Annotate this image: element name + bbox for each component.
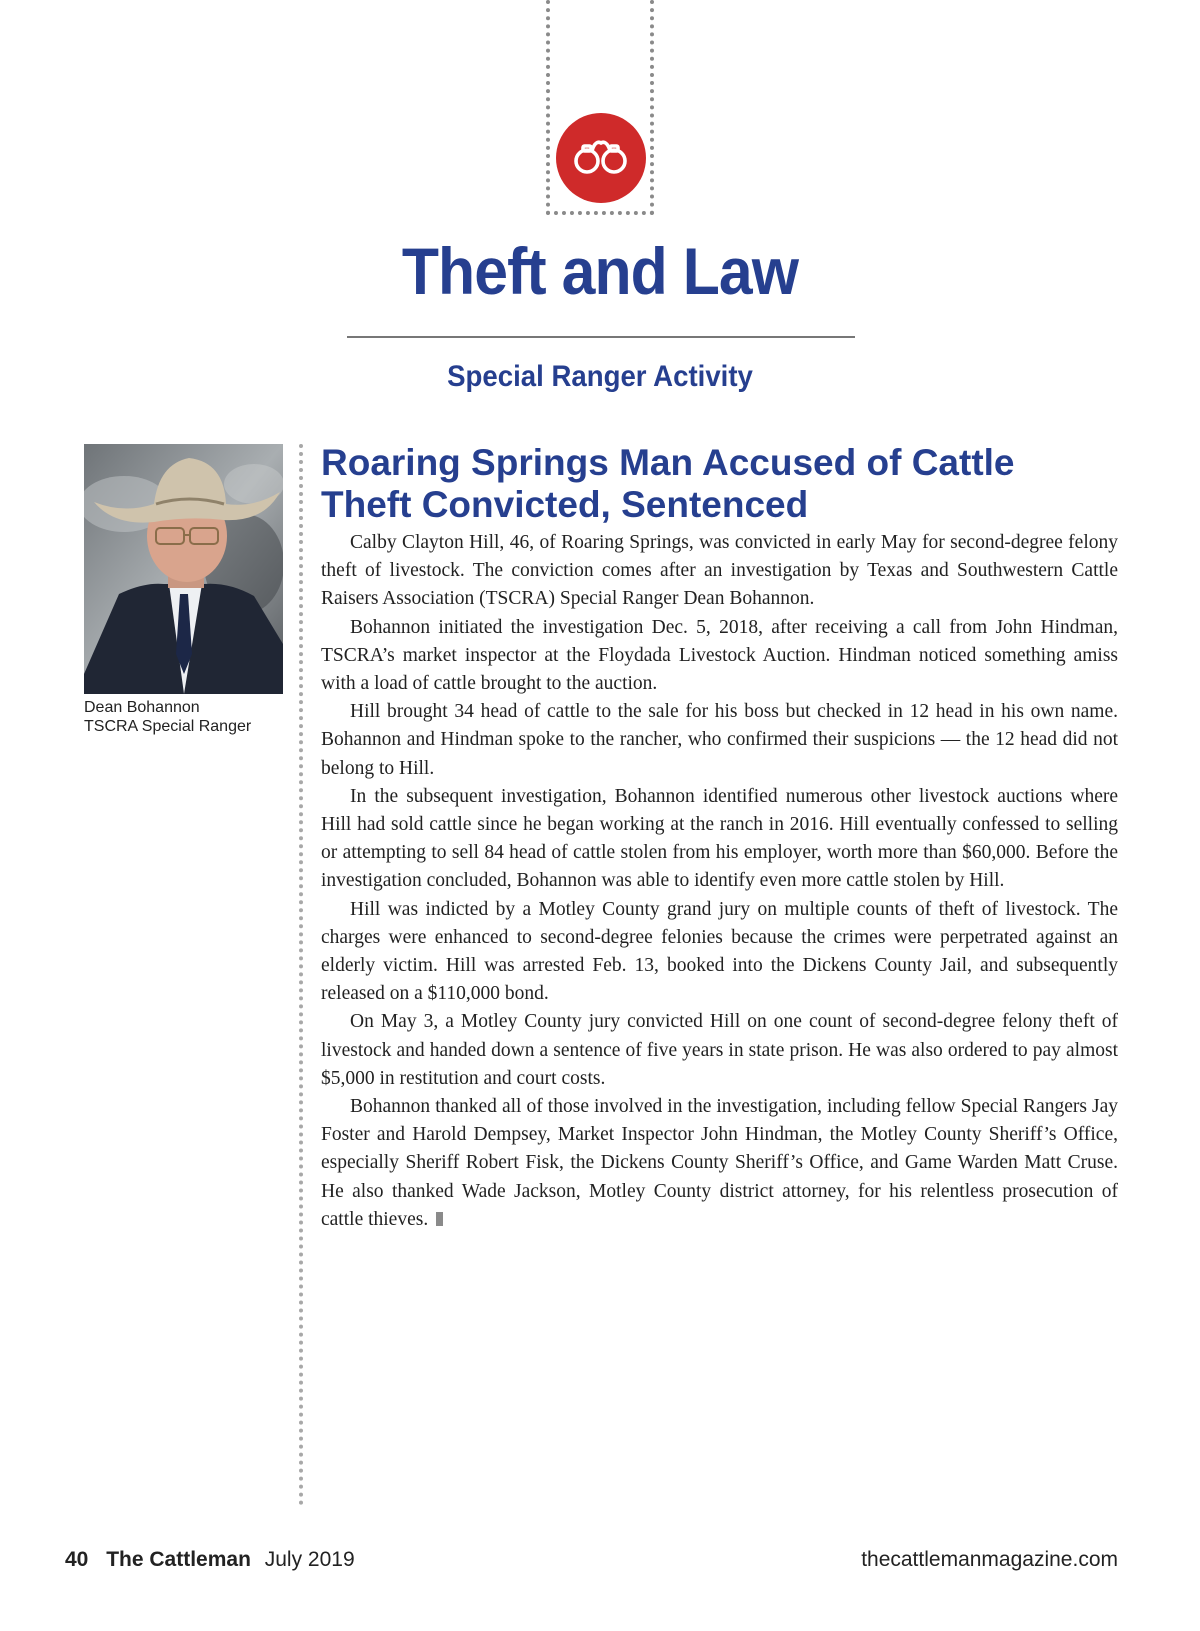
handcuffs-icon <box>570 131 632 186</box>
section-badge <box>556 113 646 203</box>
section-title: Theft and Law <box>401 234 799 308</box>
page-number: 40 <box>65 1548 89 1571</box>
column-divider <box>299 444 303 1506</box>
article-paragraph: Hill was indicted by a Motley County grand jury on multiple counts of theft of livestock. The charges were enhanced to second-degree felonies because the crimes were perpetrated against an elderly victim. Hill was arrested Feb. 13, booked into the Dickens County Jail, and subsequently released on a $110,000 bond. <box>321 898 1118 1005</box>
section-subtitle: Special Ranger Activity <box>447 360 753 393</box>
article-headline <box>321 442 1121 526</box>
caption-name: Dean Bohannon <box>84 699 200 716</box>
ranger-portrait-photo <box>84 444 283 694</box>
headline-line-1: Roaring Springs Man Accused of Cattle <box>321 442 1015 483</box>
article-paragraph-text: Bohannon thanked all of those involved in the investigation, including fellow Special Rangers Jay Foster and Harold Dempsey, Market Inspector John Hindman, the Motley County Sheriff’s Office, especially Sheriff Robert Fisk, the Dickens County Sheriff’s Office, and Game Warden Matt Cruse. He also thanked Wade Jackson, Motley County district attorney, for his relentless prosecution of cattle thieves. <box>321 1096 1118 1230</box>
magazine-name: The Cattleman <box>106 1548 251 1571</box>
article-paragraph: In the subsequent investigation, Bohannon identified numerous other livestock auctions where Hill had sold cattle since he began working at the ranch in 2016. Hill eventually confessed to selling or attempting to sell 84 head of cattle stolen from his employer, worth more than $60,000. Before the investigation concluded, Bohannon was able to identify even more cattle stolen by Hill. <box>321 785 1118 892</box>
photo-caption <box>84 698 251 736</box>
end-of-article-mark <box>436 1212 443 1226</box>
caption-title: TSCRA Special Ranger <box>84 718 252 735</box>
issue-date: July 2019 <box>264 1548 355 1571</box>
article-paragraph: Calby Clayton Hill, 46, of Roaring Springs, was convicted in early May for second-degree felony theft of livestock. The conviction comes after an investigation by Texas and Southwestern Cattle Raisers Association (TSCRA) Special Ranger Dean Bohannon. <box>321 532 1118 610</box>
headline-line-2: Theft Convicted, Sentenced <box>321 484 809 525</box>
footer-website: thecattlemanmagazine.com <box>861 1548 1118 1571</box>
title-divider <box>347 336 855 338</box>
footer-folio <box>65 1548 355 1572</box>
article-paragraph: Hill brought 34 head of cattle to the sale for his boss but checked in 12 head in his own name. Bohannon and Hindman spoke to the rancher, who confirmed their suspicions — the 12 head did not belong to Hill. <box>321 701 1118 779</box>
article-paragraph: Bohannon initiated the investigation Dec. 5, 2018, after receiving a call from John Hindman, TSCRA’s market inspector at the Floydada Livestock Auction. Hindman noticed something amiss with a load of cattle brought to the auction. <box>321 616 1118 695</box>
article-paragraph-last <box>321 1093 1118 1234</box>
article-body <box>321 529 1118 1234</box>
article-paragraph: On May 3, a Motley County jury convicted Hill on one count of second-degree felony theft of livestock and handed down a sentence of five years in state prison. He was also ordered to pay almost $5,000 in restitution and court costs. <box>321 1011 1118 1089</box>
